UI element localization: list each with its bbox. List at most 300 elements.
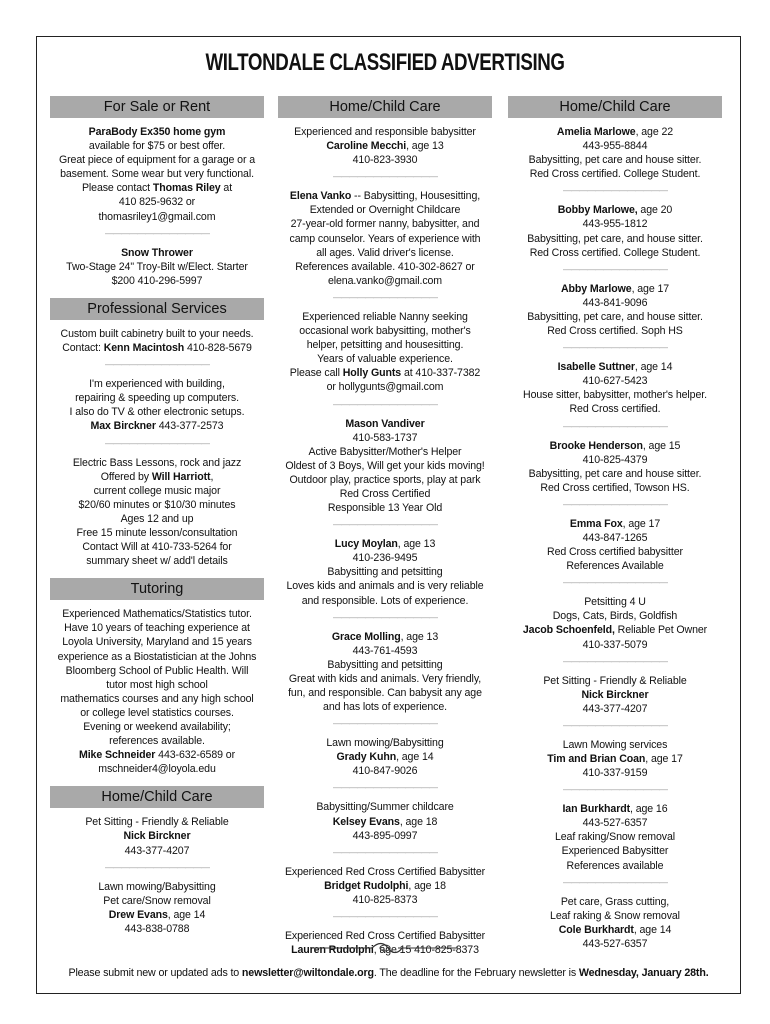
ad-line [278,189,492,203]
classified-ad [508,282,722,338]
ad-text: 410-823-3930 [352,154,418,167]
ad-line [508,909,722,923]
ad-line [508,402,722,416]
classified-ad [278,865,492,907]
ad-line [50,327,264,341]
section-header: Home/Child Care [50,786,264,808]
classified-ad [508,802,722,872]
ad-name: Isabelle Suttner [557,361,635,374]
ad-text: Dogs, Cats, Birds, Goldfish [552,610,678,623]
ad-text: Lawn mowing/Babysitting [98,880,216,893]
ad-name: Nick Birckner [123,830,191,843]
ad-line [50,762,264,776]
footer-text: Please submit new or updated ads to [68,967,242,979]
ad-line [278,310,492,324]
ad-line [278,800,492,814]
ad-text: Extended or Overnight Childcare [309,204,461,217]
ad-text: references available. [109,735,205,748]
ad-text: , age 14 [167,908,206,921]
ad-line [50,815,264,829]
ad-text: helper, petsitting and housesitting. [306,339,464,352]
section-header: For Sale or Rent [50,96,264,118]
ad-name: Tim and Brian Coan [547,753,646,765]
ad-line [508,702,722,716]
ad-text: Have 10 years of teaching experience at [64,622,250,635]
ad-text: Evening or weekend availability; [83,721,231,733]
ad-name: Kenn Macintosh [103,342,185,355]
ad-text: Free 15 minute lesson/consultation [76,526,238,539]
ad-text: or hollygunts@gmail.com [326,381,444,394]
ad-separator: ————————————— [563,785,667,794]
ad-line [50,650,264,664]
ad-line [278,153,492,167]
ad-text: experience as a Biostatistician at the Johns [57,650,257,663]
ad-text: Experienced and responsible babysitter [294,126,476,138]
ad-line [50,391,264,405]
ad-name: Lucy Moylan [334,538,398,551]
ad-separator: ————————————— [333,520,437,529]
classified-ad [508,595,722,651]
classified-ad [508,674,722,716]
ad-name: Lauren Rudolphi [291,944,374,957]
classified-ad [278,125,492,167]
ad-line [50,246,264,260]
ad-line [508,531,722,545]
ad-line [508,439,722,453]
ad-text: House sitter, babysitter, mother's helper. [523,389,707,402]
ad-name: Mike Schneider [78,749,156,762]
ad-text: 443-841-9096 [582,296,648,309]
column-left [50,96,264,936]
ad-line [278,764,492,778]
ad-line [508,217,722,231]
ad-separator: ————————————— [105,862,209,871]
ad-separator: ————————————— [333,783,437,792]
ad-text: Responsible 13 Year Old [327,502,443,515]
ad-line [50,734,264,748]
ad-line [278,594,492,608]
ad-line [278,501,492,515]
ad-text: References available. 410-302-8627 or [295,260,475,273]
ad-line [508,937,722,951]
ad-line [50,922,264,936]
ad-text: Babysitting, pet care and house sitter. [528,467,702,480]
ad-line [508,830,722,844]
ad-text: , age 22 [635,126,674,138]
ad-line [50,894,264,908]
ad-line [50,678,264,692]
ad-line [508,623,722,637]
ad-text: , age 15 410-825-8373 [373,944,479,957]
ad-line [50,377,264,391]
ad-line [508,153,722,167]
ad-line [278,630,492,644]
ad-text: I also do TV & other electronic setups. [69,406,245,419]
ad-line [50,512,264,526]
ad-line [508,125,722,139]
ad-text: Loves kids and animals and is very reliable [286,580,484,593]
ad-text: 443-527-6357 [582,937,648,950]
ad-line [278,829,492,843]
ad-line [278,338,492,352]
ad-line [278,431,492,445]
classified-ad [278,310,492,395]
classified-ad [508,738,722,780]
ad-text: 443-527-6357 [582,817,648,830]
classified-ad [50,456,264,569]
footer-text-mid: . The deadline for the February newsletter is [373,967,579,979]
ad-line [278,246,492,260]
ad-text: camp counselor. Years of experience with [289,232,481,245]
ad-line [278,750,492,764]
ad-line [508,844,722,858]
ad-line [508,232,722,246]
ad-text: , age 13 [397,538,436,551]
ad-line [278,352,492,366]
ad-name: Elena Vanko [289,190,352,203]
ad-line [50,260,264,274]
ad-line [50,498,264,512]
ad-text: , age 17 [645,753,683,765]
ad-text: Babysitting and petsitting [327,566,443,579]
classified-ad [278,537,492,607]
ad-text: Red Cross certified. College Student. [529,246,701,259]
classified-ad [278,630,492,715]
ad-name: Grace Molling [331,630,401,643]
ad-text: at [220,182,233,195]
ad-separator: ————————————— [563,186,667,195]
ad-line [278,672,492,686]
ad-text: Babysitting/Summer childcare [316,801,454,814]
ad-text: 443-377-4207 [124,844,190,857]
ad-text: Leaf raking/Snow removal [554,831,676,844]
ad-line [50,195,264,209]
ad-line [508,545,722,559]
ad-line [50,341,264,355]
ad-name: Bobby Marlowe, [557,204,638,217]
ad-line [50,153,264,167]
ad-separator: ————————————— [333,292,437,301]
ad-separator: ————————————— [563,264,667,273]
ad-text: Great piece of equipment for a garage or a [58,154,256,167]
footer-note [36,966,741,980]
ad-line [508,638,722,652]
footer-email-link[interactable]: newsletter@wiltondale.org [241,967,374,979]
ad-name: Nick Birckner [581,688,649,701]
ad-line [508,374,722,388]
ad-text: Great with kids and animals. Very friendly, [288,672,482,685]
ad-text: repairing & speeding up computers. [75,392,239,405]
ad-line [508,816,722,830]
ad-text: Please call [289,367,343,380]
ad-text: Oldest of 3 Boys, Will get your kids moving! [285,459,485,472]
ad-line [50,484,264,498]
ad-line [278,260,492,274]
ad-line [508,559,722,573]
ad-text: 410 825-9632 or [118,196,196,209]
ad-line [278,232,492,246]
ad-text: all ages. Valid driver's license. [316,246,454,259]
ad-name: Jacob Schoenfeld, [522,624,615,637]
ad-line [50,210,264,224]
ad-line [508,859,722,873]
ad-separator: ————————————— [333,912,437,921]
ad-text: , age 13 [406,140,444,153]
ad-text: I'm experienced with building, [89,378,225,391]
ad-text: thomasriley1@gmail.com [98,210,216,223]
ad-line [508,453,722,467]
ad-text: Experienced Red Cross Certified Babysitter [284,865,486,878]
ad-text: 443-632-6589 or [155,749,235,762]
ad-line [50,720,264,734]
ad-text: 443-761-4593 [352,644,418,657]
classified-ad [50,125,264,224]
classified-ad [508,203,722,259]
ad-text: age 20 [637,204,673,217]
section-header: Tutoring [50,578,264,600]
ad-line [50,181,264,195]
classified-ad [50,327,264,355]
section-header: Professional Services [50,298,264,320]
ad-separator: ————————————— [563,578,667,587]
ad-name: Caroline Mecchi [326,140,407,153]
ad-text: Bloomberg School of Public Health. Will [65,664,249,677]
ad-line [50,419,264,433]
ad-separator: ————————————— [563,499,667,508]
section-header: Home/Child Care [508,96,722,118]
ad-text: , [210,470,214,483]
ad-text: Experienced Babysitter [561,845,669,858]
ad-text: References available [566,859,664,872]
ad-text: Pet Sitting - Friendly & Reliable [543,674,687,687]
ad-name: Cole Burkhardt [558,923,634,936]
classified-ad [278,189,492,288]
ad-line [50,125,264,139]
ad-name: Snow Thrower [121,246,193,259]
ad-text: 410-825-8373 [352,893,418,906]
classified-ad [278,736,492,778]
ad-text: 443-377-2573 [155,420,224,433]
ad-line [50,405,264,419]
ad-line [278,658,492,672]
ad-name: Emma Fox [569,517,623,530]
ad-separator: ————————————— [333,847,437,856]
ad-line [278,459,492,473]
ad-name: Grady Kuhn [336,751,397,764]
ad-line [50,706,264,720]
ad-separator: ————————————— [105,228,209,237]
ad-name: Drew Evans [108,908,168,921]
ad-line [508,766,722,780]
ad-line [278,203,492,217]
ad-line [278,879,492,893]
classified-ad [50,377,264,433]
classified-ad [50,607,264,776]
ad-text: Babysitting and petsitting [327,658,443,671]
ad-text: Petsitting 4 U [584,596,646,609]
ad-text: 443-955-1812 [582,218,648,231]
ad-line [50,908,264,922]
ad-line [278,324,492,338]
ad-text: 443-847-1265 [582,531,648,544]
ad-text: 410-583-1737 [352,431,418,444]
ad-name: Bridget Rudolphi [324,879,409,892]
page-title: WILTONDALE CLASSIFIED ADVERTISING [205,49,565,76]
ad-text: Red Cross certified. [569,403,661,416]
ad-name: ParaBody Ex350 home gym [88,126,226,138]
ad-name: Holly Gunts [342,367,402,380]
ad-line [508,246,722,260]
ad-separator: ————————————— [333,612,437,621]
ad-line [278,139,492,153]
ad-text: Red Cross certified. College Student. [529,168,701,181]
ad-line [278,700,492,714]
ad-line [50,692,264,706]
classified-ad [50,246,264,288]
ad-line [508,802,722,816]
ad-line [278,274,492,288]
classified-ad [508,439,722,495]
ad-name: Brooke Henderson [549,439,643,452]
ad-line [50,607,264,621]
ad-text: elena.vanko@gmail.com [327,274,443,287]
ad-line [50,167,264,181]
ad-separator: ————————————— [105,360,209,369]
ad-name: Ian Burkhardt [562,803,631,816]
ad-line [50,554,264,568]
ad-text: Experienced Red Cross Certified Babysitter [284,930,486,943]
ad-text: mathematics courses and any high school [60,692,254,705]
ad-line [508,310,722,324]
ad-text: Lawn Mowing services [562,738,668,751]
ad-text: or college level statistics courses. [80,706,234,719]
ad-text: Experienced reliable Nanny seeking [302,310,468,323]
classified-ad [508,895,722,951]
ad-line [508,595,722,609]
ad-name: Mason Vandiver [345,417,425,430]
ad-line [50,844,264,858]
ad-name: Kelsey Evans [332,815,400,828]
ad-text: summary sheet w/ add'l details [86,555,228,568]
ad-text: and has lots of experience. [323,701,447,714]
ad-line [508,609,722,623]
classified-ad [50,815,264,857]
ad-text: Pet care, Grass cutting, [560,895,670,908]
ad-separator: ————————————— [563,343,667,352]
column-right [508,96,722,951]
classified-ad [508,125,722,181]
ad-line [278,217,492,231]
ad-text: Lawn mowing/Babysitting [326,737,444,750]
ad-line [508,895,722,909]
ad-text: Babysitting, pet care, and house sitter. [527,232,703,245]
ad-text: , age 15 [642,439,681,452]
ad-line [508,752,722,766]
ad-text: 410-337-9159 [582,767,648,780]
ad-line [278,865,492,879]
ad-text: , age 13 [400,630,439,643]
ad-text: available for $75 or best offer. [88,140,226,153]
ad-line [278,417,492,431]
classified-ad [508,360,722,416]
ad-text: Red Cross certified babysitter [547,546,683,559]
ad-line [50,274,264,288]
ad-line [278,565,492,579]
ad-text: Please contact [81,182,153,195]
ad-text: Outdoor play, practice sports, play at park [289,473,481,486]
ad-line [278,487,492,501]
ad-line [278,551,492,565]
ad-text: Leaf raking & Snow removal [550,909,680,922]
ad-text: , age 14 [396,751,434,764]
ad-line [50,880,264,894]
ad-line [508,923,722,937]
ad-text: , age 18 [399,815,438,828]
ad-line [50,664,264,678]
ad-line [50,456,264,470]
ad-text: Contact Will at 410-733-5264 for [82,541,232,554]
ad-line [278,736,492,750]
ad-text: Offered by [100,470,152,483]
ad-line [508,203,722,217]
ad-line [508,324,722,338]
ad-line [50,829,264,843]
ad-line [50,526,264,540]
ad-line [508,282,722,296]
ad-name: Amelia Marlowe [556,126,636,138]
ad-text: References Available [566,560,664,573]
ad-separator: ————————————— [563,421,667,430]
ad-text: occasional work babysitting, mother's [299,325,471,338]
ad-text: 410-627-5423 [582,375,648,388]
ad-text: $200 410-296-5997 [111,274,203,287]
ad-text: 443-955-8844 [582,140,648,153]
classified-ad [278,417,492,516]
ad-line [278,686,492,700]
ad-line [508,688,722,702]
ad-text: , age 16 [630,803,668,816]
ad-separator: ————————————— [333,399,437,408]
ad-line [278,366,492,380]
ad-text: and responsible. Lots of experience. [301,594,469,607]
ad-text: 27-year-old former nanny, babysitter, and [290,218,480,231]
ad-line [508,296,722,310]
ad-text: current college music major [93,484,221,497]
section-header: Home/Child Care [278,96,492,118]
ad-line [508,674,722,688]
ad-text: -- Babysitting, Housesitting, [351,190,481,203]
ornamental-divider [310,940,460,956]
ad-line [278,473,492,487]
ad-line [508,167,722,181]
ad-separator: ————————————— [105,438,209,447]
ad-text: Electric Bass Lessons, rock and jazz [72,456,242,469]
ad-line [50,470,264,484]
ad-text: 410-847-9026 [352,765,418,778]
ad-text: , age 14 [634,361,673,374]
ad-line [278,445,492,459]
ad-line [508,360,722,374]
classified-ad [278,800,492,842]
ad-line [278,815,492,829]
ad-line [508,388,722,402]
ad-text: fun, and responsible. Can babysit any age [288,687,482,699]
ad-text: , age 14 [633,923,672,936]
ad-line [278,380,492,394]
ad-text: Pet care/Snow removal [103,894,211,907]
ad-separator: ————————————— [563,877,667,886]
footer-deadline: Wednesday, January 28th. [578,967,709,979]
